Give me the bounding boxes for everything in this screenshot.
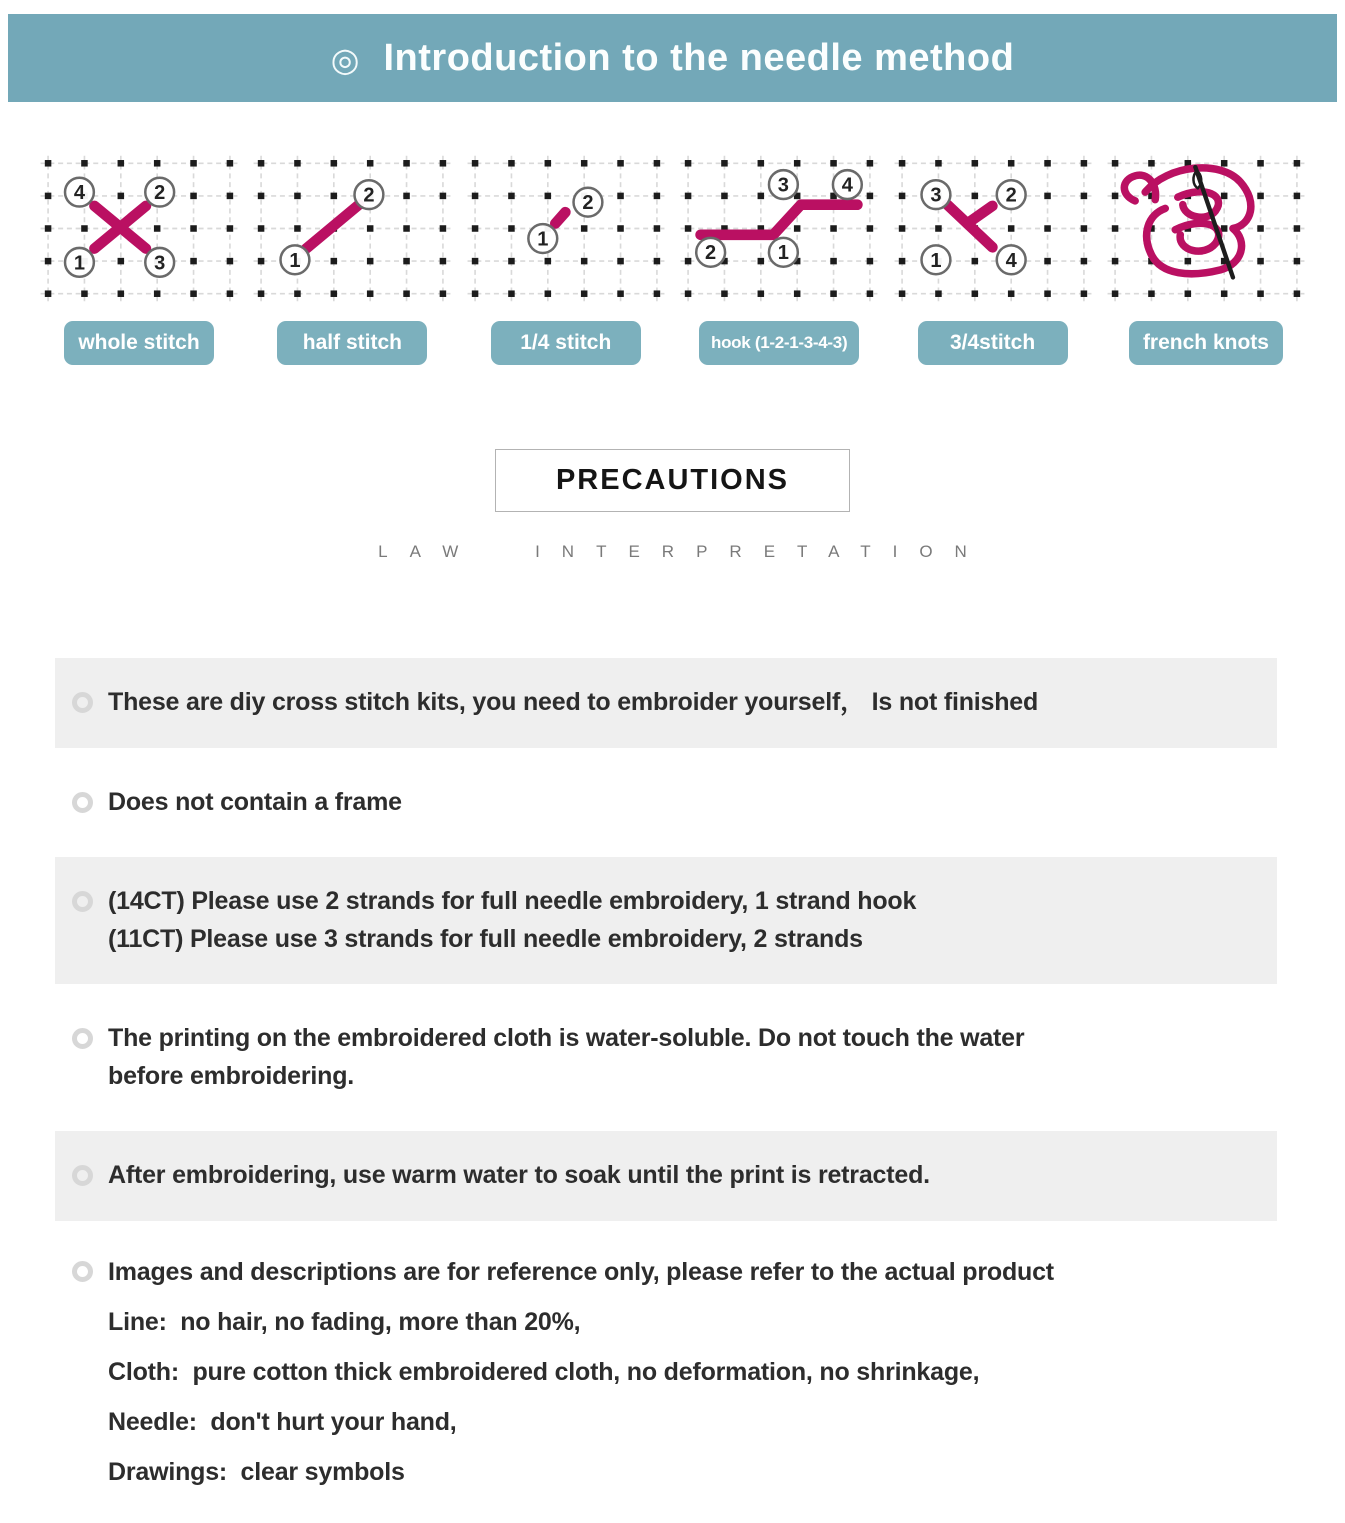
item-text	[108, 684, 1038, 722]
item-line: Does not contain a frame	[108, 787, 402, 816]
stitch-diagram	[1105, 152, 1307, 365]
stitch-label: whole stitch	[64, 321, 214, 365]
stitch-label: half stitch	[277, 321, 427, 365]
stitch-grid-svg	[892, 152, 1094, 305]
svg-text:2: 2	[1005, 184, 1017, 207]
item-bullet-icon	[72, 792, 93, 813]
svg-text:1: 1	[73, 252, 86, 275]
precaution-item	[55, 758, 1277, 848]
stitch-grid-svg	[251, 152, 453, 305]
precautions-subtitle: LAW INTERPRETATION	[378, 542, 989, 561]
precautions-box	[495, 449, 850, 512]
item-line: Cloth: pure cotton thick embroidered cloth, no deformation, no shrinkage,	[108, 1357, 980, 1386]
precaution-item	[55, 658, 1277, 748]
item-line: These are diy cross stitch kits, you need to embroider yourself， Is not finished	[108, 688, 1039, 716]
svg-text:4: 4	[841, 174, 854, 197]
item-bullet-icon	[72, 1165, 93, 1186]
stitch-row	[38, 152, 1307, 365]
item-line: (14CT) Please use 2 strands for full needle embroidery, 1 strand hook	[108, 887, 917, 915]
precaution-item	[55, 857, 1277, 984]
svg-text:3: 3	[154, 252, 166, 275]
svg-text:4: 4	[1005, 249, 1017, 272]
svg-text:2: 2	[705, 242, 717, 265]
item-line: Line: no hair, no fading, more than 20%,	[108, 1307, 581, 1336]
stitch-grid-svg	[1105, 152, 1307, 305]
bullseye-icon: ◎	[330, 40, 360, 78]
item-line: before embroidering.	[108, 1061, 355, 1090]
stitch-diagram	[678, 152, 880, 365]
precaution-item	[55, 1231, 1277, 1523]
precautions-title: PRECAUTIONS	[555, 464, 790, 496]
stitch-diagram	[251, 152, 453, 365]
item-bullet-icon	[72, 1028, 93, 1049]
item-line: The printing on the embroidered cloth is water-soluble. Do not touch the water	[108, 1024, 1025, 1052]
item-line: (11CT) Please use 3 strands for full needle embroidery, 2 strands	[108, 924, 863, 953]
precaution-item	[55, 994, 1277, 1121]
stitch-label: 1/4 stitch	[491, 321, 641, 365]
stitch-grid-svg	[678, 152, 880, 305]
stitch-label: hook (1-2-1-3-4-3)	[699, 321, 859, 365]
svg-text:1: 1	[289, 249, 301, 272]
item-line: After embroidering, use warm water to soak until the print is retracted.	[108, 1161, 930, 1189]
svg-text:2: 2	[582, 192, 594, 215]
stitch-diagram	[892, 152, 1094, 365]
stitch-label: 3/4stitch	[918, 321, 1068, 365]
item-text	[108, 784, 402, 822]
svg-text:2: 2	[154, 182, 166, 205]
item-line: Images and descriptions are for reference only, please refer to the actual product	[108, 1257, 1054, 1286]
svg-text:1: 1	[777, 242, 790, 265]
svg-text:1: 1	[929, 249, 942, 272]
precaution-item	[55, 1131, 1277, 1221]
stitch-diagram	[38, 152, 240, 365]
stitch-grid-svg	[38, 152, 240, 305]
item-bullet-icon	[72, 891, 93, 912]
header-banner	[8, 14, 1337, 102]
item-text	[108, 1247, 1054, 1497]
stitch-grid-svg	[465, 152, 667, 305]
stitch-diagram	[465, 152, 667, 365]
item-text	[108, 1157, 930, 1195]
item-text	[108, 1020, 1024, 1095]
item-bullet-icon	[72, 1261, 93, 1282]
stitch-label: french knots	[1129, 321, 1283, 365]
precaution-list	[55, 658, 1277, 1523]
svg-text:2: 2	[363, 184, 375, 207]
item-line: Drawings: clear symbols	[108, 1457, 405, 1486]
svg-text:3: 3	[929, 184, 942, 207]
svg-text:1: 1	[537, 228, 549, 251]
item-text	[108, 883, 916, 958]
item-line: Needle: don't hurt your hand,	[108, 1407, 457, 1436]
svg-text:3: 3	[777, 174, 790, 197]
item-bullet-icon	[72, 692, 93, 713]
svg-text:4: 4	[73, 182, 86, 205]
page-title: Introduction to the needle method	[383, 36, 1015, 79]
